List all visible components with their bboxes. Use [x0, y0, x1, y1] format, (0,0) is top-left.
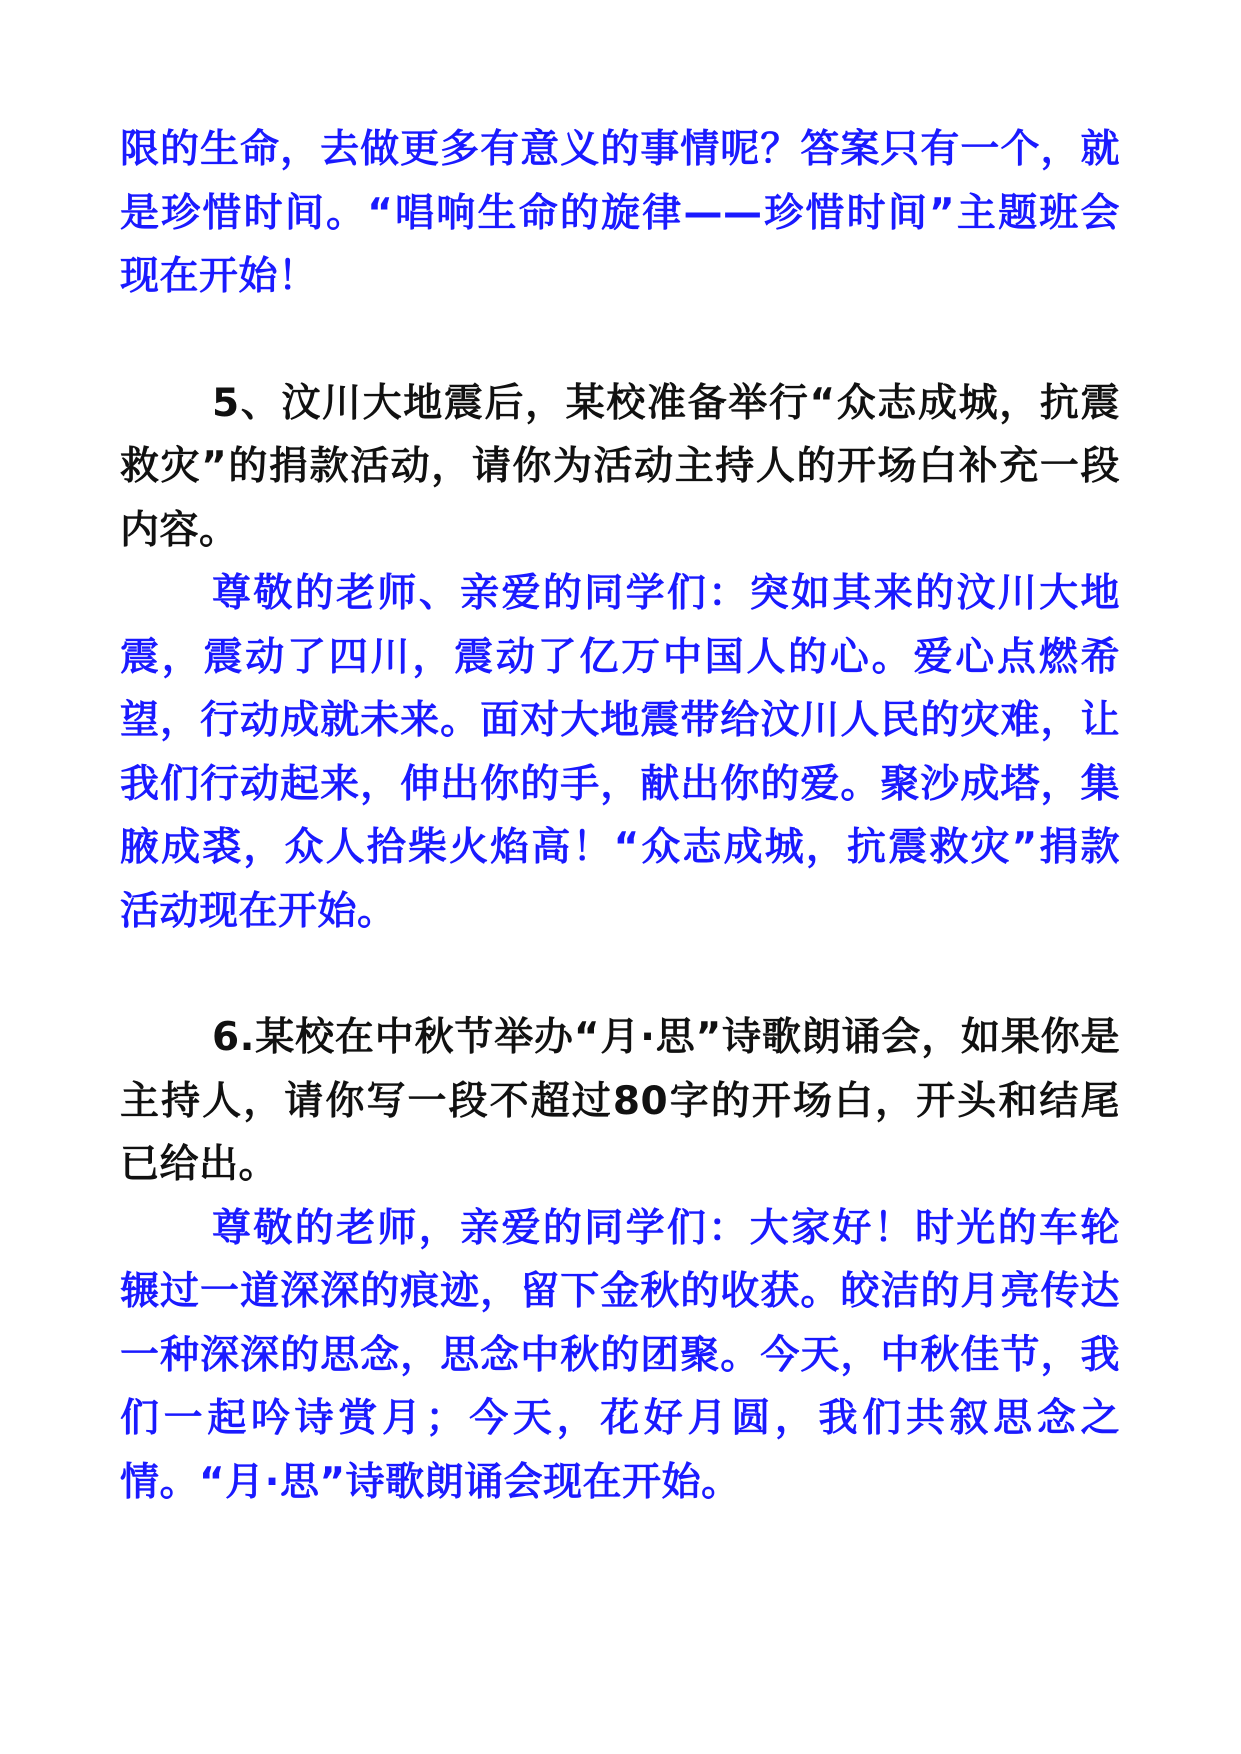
- answer-paragraph-6: 尊敬的老师，亲爱的同学们：大家好！时光的车轮辗过一道深深的痕迹，留下金秋的收获。皎洁的月亮传达一种深深的思念，思念中秋的团聚。今天，中秋佳节，我们一起吟诗赏月；今天，花好月圆，我们共叙思念之情。“月·思”诗歌朗诵会现在开始。: [120, 1205, 1120, 1505]
- answer-paragraph-4-end: 限的生命，去做更多有意义的事情呢？答案只有一个，就是珍惜时间。“唱响生命的旋律——珍惜时间”主题班会现在开始！: [120, 127, 1120, 299]
- document-body: [120, 118, 1120, 1514]
- question-paragraph-6: 6.某校在中秋节举办“月·思”诗歌朗诵会，如果你是主持人，请你写一段不超过80字的开场白，开头和结尾已给出。: [120, 1015, 1120, 1187]
- paragraph-spacer: [120, 309, 1120, 372]
- answer-paragraph-5: 尊敬的老师、亲爱的同学们：突如其来的汶川大地震，震动了四川，震动了亿万中国人的心。爱心点燃希望，行动成就未来。面对大地震带给汶川人民的灾难，让我们行动起来，伸出你的手，献出你的爱。聚沙成塔，集腋成裘，众人拾柴火焰高！“众志成城，抗震救灾”捐款活动现在开始。: [120, 571, 1120, 934]
- question-paragraph-5: 5、汶川大地震后，某校准备举行“众志成城，抗震救灾”的捐款活动，请你为活动主持人的开场白补充一段内容。: [120, 380, 1120, 553]
- paragraph-spacer: [120, 943, 1120, 1006]
